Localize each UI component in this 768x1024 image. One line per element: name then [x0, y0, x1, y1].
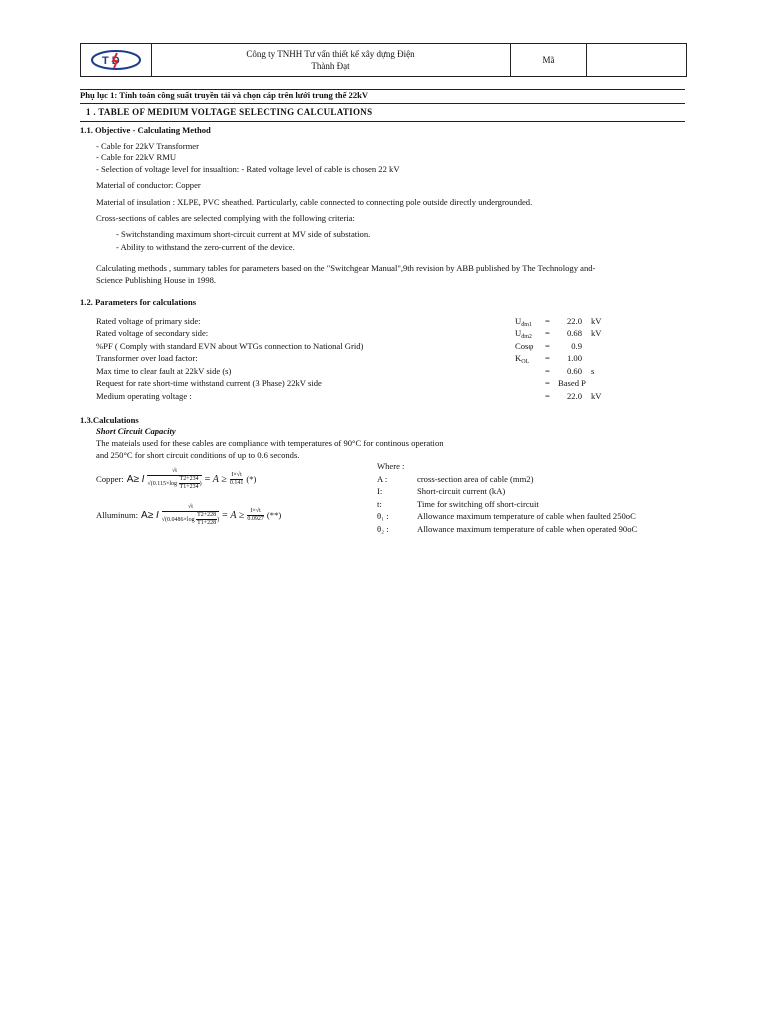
copper-formula: Copper: A≥ I √t √(0.115×log $\frac{T2+234}{T1+234}$ ) = A ≥ $\frac{I\times√t}{0.141}$ (*)	[96, 467, 257, 490]
parameter-value: 22.0	[566, 316, 582, 326]
parameter-unit: kV	[591, 316, 602, 326]
parameter-value: Based P	[558, 378, 586, 388]
logo-cell	[81, 44, 152, 76]
parameter-label: Medium operating voltage :	[96, 391, 192, 401]
divider	[80, 103, 685, 104]
section-1-2-title: 1.2. Parameters for calculations	[80, 297, 197, 307]
parameter-unit: s	[591, 366, 595, 376]
parameter-label: Rated voltage of secondary side:	[96, 328, 209, 338]
parameter-label: Rated voltage of primary side:	[96, 316, 201, 326]
parameter-value: 0.60	[566, 366, 582, 376]
section-title: 1 . TABLE OF MEDIUM VOLTAGE SELECTING CALCULATIONS	[86, 107, 373, 117]
appendix-title: Phụ lục 1: Tính toán công suất truyền tải và chọn cáp trên lưới trung thế 22kV	[80, 90, 369, 100]
parameter-equals: =	[545, 353, 550, 363]
where-description: cross-section area of cable (mm2)	[417, 474, 534, 484]
header-table	[80, 43, 687, 77]
parameter-label: Request for rate short-time withstand current (3 Phase) 22kV side	[96, 378, 322, 388]
bullet-item: - Cable for 22kV Transformer	[96, 141, 199, 151]
parameter-symbol: Cosφ	[515, 341, 534, 351]
materials-text: The mateials used for these cables are compliance with temperatures of 90°C for continous operation	[96, 438, 444, 448]
bullet-item: - Cable for 22kV RMU	[96, 152, 177, 162]
parameter-unit: kV	[591, 391, 602, 401]
company-name-line2: Thành Đạt	[311, 61, 350, 71]
company-name-cell	[151, 44, 511, 76]
aluminum-label: Alluminum:	[96, 510, 139, 520]
parameter-equals: =	[545, 328, 550, 338]
parameter-value: 0.68	[566, 328, 582, 338]
methods-text: Calculating methods , summary tables for parameters based on the "Switchgear Manual",9th revision by ABB published by The Technology and-	[96, 263, 596, 273]
parameter-symbol: $U_{đm1}$	[515, 316, 532, 328]
parameter-label: %PF ( Comply with standard EVN about WTGs connection to National Grid)	[96, 341, 364, 351]
parameter-equals: =	[545, 316, 550, 326]
parameter-value: 22.0	[566, 391, 582, 401]
company-logo	[81, 44, 151, 76]
section-1-1-title: 1.1. Objective - Calculating Method	[80, 125, 211, 135]
where-label: Where :	[377, 461, 405, 471]
parameter-unit: kV	[591, 328, 602, 338]
criteria-item: - Switchstanding maximum short-circuit current at MV side of substation.	[116, 229, 371, 239]
parameter-symbol: $U_{đm2}$	[515, 328, 532, 340]
copper-fraction: √t √(0.115×log $\frac{T2+234}{T1+234}$ )	[147, 467, 202, 490]
bullet-item: - Selection of voltage level for insualtion: - Rated voltage level of cable is chosen 22 kV	[96, 164, 400, 174]
where-symbol: θ₂ :	[377, 523, 389, 534]
subsection-title: Short Circuit Capacity	[96, 426, 176, 436]
where-description: Short-circuit current (kA)	[417, 486, 506, 497]
svg-text:T D: T D	[102, 55, 120, 67]
where-symbol: θ₁ :	[377, 511, 389, 522]
aluminum-formula: Alluminum: A≥ I √t √(0.0486×log $\frac{T2+228}{T1+228}$ ) = A ≥ $\frac{I\times√t}{0.0927}$ (**)	[96, 503, 282, 526]
parameter-label: Max time to clear fault at 22kV side (s)	[96, 366, 232, 376]
parameter-equals: =	[545, 378, 550, 388]
conductor-text: Material of conductor: Copper	[96, 180, 201, 190]
parameter-value: 0.9	[571, 341, 582, 351]
methods-text: Science Publishing House in 1998.	[96, 275, 217, 285]
parameter-equals: =	[545, 391, 550, 401]
parameter-symbol: $K_{OL}$	[515, 353, 530, 365]
parameter-equals: =	[545, 366, 550, 376]
criteria-item: - Ability to withstand the zero-current of the device.	[116, 242, 295, 252]
divider	[80, 121, 685, 122]
insulation-text: Material of insulation : XLPE, PVC sheathed. Particularly, cable connected to connecting pole outside directly undergrounded.	[96, 197, 533, 207]
materials-text: and 250°C for short circuit conditions of up to 0.6 seconds.	[96, 450, 300, 460]
code-label-cell: Mã	[511, 44, 587, 76]
where-description: Time for switching off short-circuit	[417, 498, 539, 509]
where-description: Allowance maximum temperature of cable when operated 90oC	[417, 523, 638, 534]
parameter-label: Transformer over load factor:	[96, 353, 198, 363]
copper-label: Copper:	[96, 474, 124, 484]
criteria-intro: Cross-sections of cables are selected complying with the following criteria:	[96, 213, 355, 223]
company-name-line1: Công ty TNHH Tư vấn thiết kế xây dựng Điện	[246, 49, 415, 59]
where-symbol: A :	[377, 474, 388, 484]
aluminum-fraction: √t √(0.0486×log $\frac{T2+228}{T1+228}$ )	[161, 503, 220, 526]
where-symbol: I:	[377, 486, 383, 497]
parameter-equals: =	[545, 341, 550, 351]
parameter-value: 1.00	[566, 353, 582, 363]
where-description: Allowance maximum temperature of cable when faulted 250oC	[417, 511, 636, 522]
where-symbol: t:	[377, 498, 382, 509]
section-1-3-title: 1.3.Calculations	[80, 415, 139, 425]
